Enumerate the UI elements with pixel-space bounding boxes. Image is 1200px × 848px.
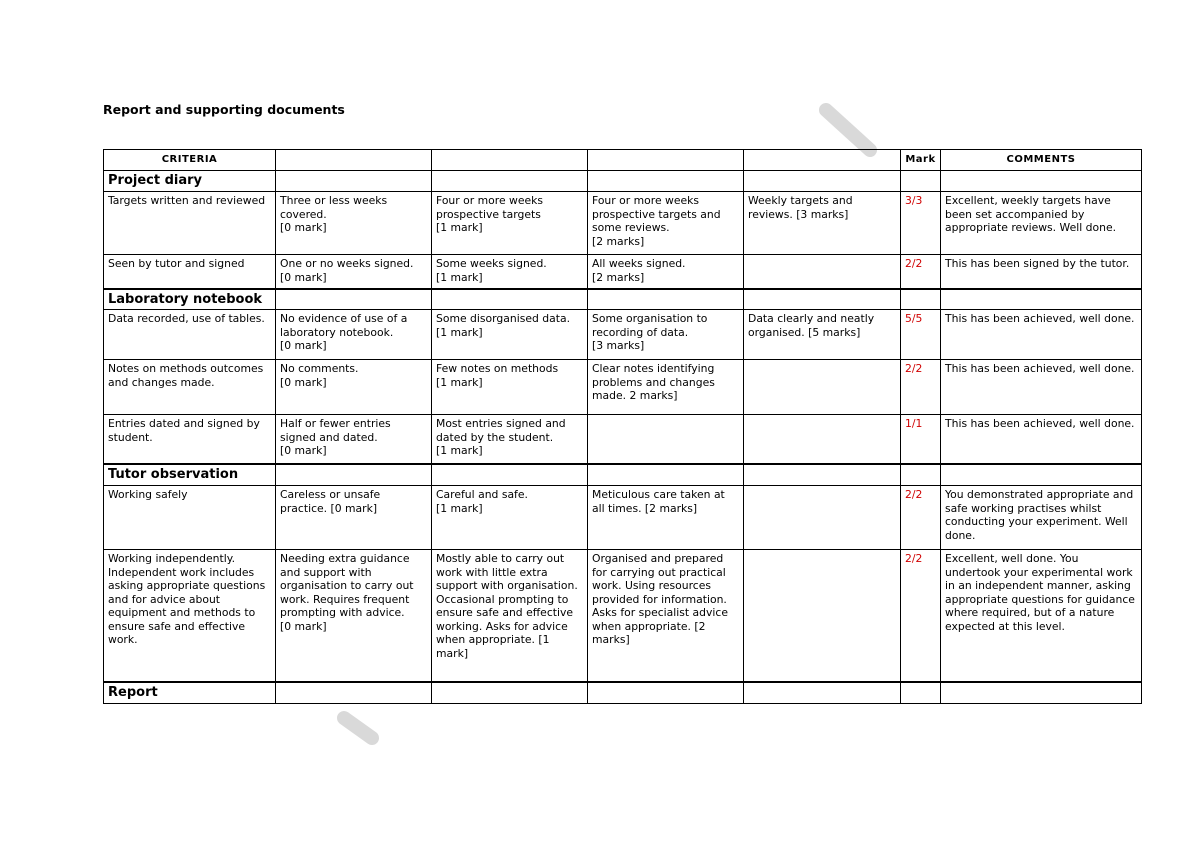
descriptor-line: Mostly able to carry out work with little extra support with organisation. Occasional prompting to ensure safe and effective working. Asks for advice when appropriate. [1 mark] [436, 552, 578, 660]
mark-value: 2/2 [901, 550, 941, 682]
criterion-label: Data recorded, use of tables. [104, 310, 276, 360]
descriptor-line: Some disorganised data. [436, 312, 571, 325]
level-1-descriptor [276, 192, 432, 255]
mark-value: 5/5 [901, 310, 941, 360]
criterion-row [104, 360, 1142, 415]
descriptor-line: [1 mark] [436, 375, 483, 389]
header-criteria: CRITERIA [104, 150, 276, 171]
descriptor-line: Some organisation to recording of data. [592, 312, 708, 339]
empty-cell [941, 171, 1142, 192]
level-4-descriptor [744, 415, 901, 464]
criterion-row [104, 415, 1142, 464]
descriptor-line: [1 mark] [436, 325, 483, 339]
level-2-descriptor [432, 255, 588, 289]
empty-cell [588, 682, 744, 704]
section-title: Tutor observation [104, 464, 276, 486]
section-title: Laboratory notebook [104, 289, 276, 310]
level-4-descriptor [744, 255, 901, 289]
descriptor-line: Meticulous care taken at all times. [2 marks] [592, 488, 725, 515]
level-4-descriptor [744, 360, 901, 415]
descriptor-line: Some weeks signed. [436, 257, 547, 270]
header-row [104, 150, 1142, 171]
level-1-descriptor [276, 255, 432, 289]
descriptor-line: [2 marks] [592, 234, 645, 248]
level-2-descriptor [432, 415, 588, 464]
mark-value: 2/2 [901, 360, 941, 415]
empty-cell [432, 289, 588, 310]
header-level-4 [744, 150, 901, 171]
level-1-descriptor [276, 550, 432, 682]
descriptor-line: Organised and prepared for carrying out practical work. Using resources provided for information. Asks for specialist advice when appropriate. [2 marks] [592, 552, 728, 646]
empty-cell [276, 289, 432, 310]
descriptor-line: Three or less weeks covered. [280, 194, 388, 221]
header-mark: Mark [901, 150, 941, 171]
descriptor-line: [1 mark] [436, 501, 483, 515]
level-4-descriptor [744, 486, 901, 550]
descriptor-line: Weekly targets and reviews. [3 marks] [748, 194, 853, 221]
level-4-descriptor [744, 310, 901, 360]
page-title: Report and supporting documents [103, 102, 345, 117]
descriptor-line: [2 marks] [592, 270, 645, 284]
level-1-descriptor [276, 360, 432, 415]
criterion-row [104, 192, 1142, 255]
level-1-descriptor [276, 486, 432, 550]
section-row [104, 682, 1142, 704]
level-1-descriptor [276, 310, 432, 360]
assessment-rubric-table [103, 149, 1142, 704]
descriptor-line: Careful and safe. [436, 488, 528, 501]
descriptor-line: Clear notes identifying problems and changes made. 2 marks] [592, 362, 715, 402]
criterion-row [104, 550, 1142, 682]
comment-text: This has been signed by the tutor. [941, 255, 1142, 289]
descriptor-line: [0 mark] [280, 375, 327, 389]
criterion-label: Seen by tutor and signed [104, 255, 276, 289]
descriptor-line: [1 mark] [436, 270, 483, 284]
descriptor-line: No evidence of use of a laboratory notebook. [280, 312, 408, 339]
level-2-descriptor [432, 486, 588, 550]
header-comments: COMMENTS [941, 150, 1142, 171]
descriptor-line: [0 mark] [280, 270, 327, 284]
empty-cell [588, 289, 744, 310]
empty-cell [901, 289, 941, 310]
empty-cell [901, 682, 941, 704]
descriptor-line: All weeks signed. [592, 257, 686, 270]
descriptor-line: [0 mark] [280, 619, 327, 633]
level-3-descriptor [588, 360, 744, 415]
section-title: Project diary [104, 171, 276, 192]
mark-value: 1/1 [901, 415, 941, 464]
criterion-row [104, 486, 1142, 550]
level-2-descriptor [432, 360, 588, 415]
empty-cell [901, 464, 941, 486]
empty-cell [941, 289, 1142, 310]
criterion-row [104, 255, 1142, 289]
comment-text: This has been achieved, well done. [941, 415, 1142, 464]
descriptor-line: Half or fewer entries signed and dated. [280, 417, 391, 444]
empty-cell [744, 682, 901, 704]
descriptor-line: [0 mark] [280, 339, 327, 352]
descriptor-line: Data clearly and neatly organised. [5 marks] [748, 312, 875, 339]
empty-cell [432, 682, 588, 704]
section-row [104, 464, 1142, 486]
descriptor-line: Needing extra guidance and support with organisation to carry out work. Requires frequent prompting with advice. [280, 552, 414, 619]
mark-value: 3/3 [901, 192, 941, 255]
level-2-descriptor [432, 192, 588, 255]
level-2-descriptor [432, 550, 588, 682]
criterion-label: Entries dated and signed by student. [104, 415, 276, 464]
criterion-row [104, 310, 1142, 360]
descriptor-line: No comments. [280, 362, 359, 375]
section-row [104, 289, 1142, 310]
criterion-label: Targets written and reviewed [104, 192, 276, 255]
criterion-label: Working safely [104, 486, 276, 550]
descriptor-line: Most entries signed and dated by the student. [436, 417, 566, 444]
section-row [104, 171, 1142, 192]
level-3-descriptor [588, 310, 744, 360]
level-3-descriptor [588, 550, 744, 682]
criterion-label: Working independently. Independent work includes asking appropriate questions and for advice about equipment and methods to ensure safe and effective work. [104, 550, 276, 682]
empty-cell [941, 682, 1142, 704]
empty-cell [744, 289, 901, 310]
empty-cell [276, 171, 432, 192]
level-3-descriptor [588, 192, 744, 255]
comment-text: Excellent, well done. You undertook your experimental work in an independent manner, asking appropriate questions for guidance where required, but of a nature expected at this level. [941, 550, 1142, 682]
level-3-descriptor [588, 255, 744, 289]
empty-cell [276, 682, 432, 704]
empty-cell [744, 171, 901, 192]
empty-cell [901, 171, 941, 192]
descriptor-line: Four or more weeks prospective targets [436, 194, 544, 221]
descriptor-line: [0 mark] [280, 444, 327, 457]
descriptor-line: Few notes on methods [436, 362, 559, 375]
header-level-3 [588, 150, 744, 171]
comment-text: This has been achieved, well done. [941, 360, 1142, 415]
level-2-descriptor [432, 310, 588, 360]
descriptor-line: Careless or unsafe practice. [0 mark] [280, 488, 381, 515]
header-level-1 [276, 150, 432, 171]
empty-cell [432, 464, 588, 486]
empty-cell [588, 171, 744, 192]
comment-text: Excellent, weekly targets have been set accompanied by appropriate reviews. Well done. [941, 192, 1142, 255]
mark-value: 2/2 [901, 486, 941, 550]
descriptor-line: [3 marks] [592, 339, 645, 352]
empty-cell [432, 171, 588, 192]
level-3-descriptor [588, 486, 744, 550]
descriptor-line: [1 mark] [436, 444, 483, 457]
descriptor-line: One or no weeks signed. [280, 257, 414, 270]
empty-cell [588, 464, 744, 486]
level-1-descriptor [276, 415, 432, 464]
comment-text: You demonstrated appropriate and safe working practises whilst conducting your experiment. Well done. [941, 486, 1142, 550]
empty-cell [744, 464, 901, 486]
level-3-descriptor [588, 415, 744, 464]
descriptor-line: Four or more weeks prospective targets and some reviews. [592, 194, 721, 234]
criterion-label: Notes on methods outcomes and changes made. [104, 360, 276, 415]
empty-cell [941, 464, 1142, 486]
descriptor-line: [1 mark] [436, 221, 483, 234]
level-4-descriptor [744, 192, 901, 255]
descriptor-line: [0 mark] [280, 221, 327, 234]
header-level-2 [432, 150, 588, 171]
level-4-descriptor [744, 550, 901, 682]
mark-value: 2/2 [901, 255, 941, 289]
empty-cell [276, 464, 432, 486]
comment-text: This has been achieved, well done. [941, 310, 1142, 360]
section-title: Report [104, 682, 276, 704]
